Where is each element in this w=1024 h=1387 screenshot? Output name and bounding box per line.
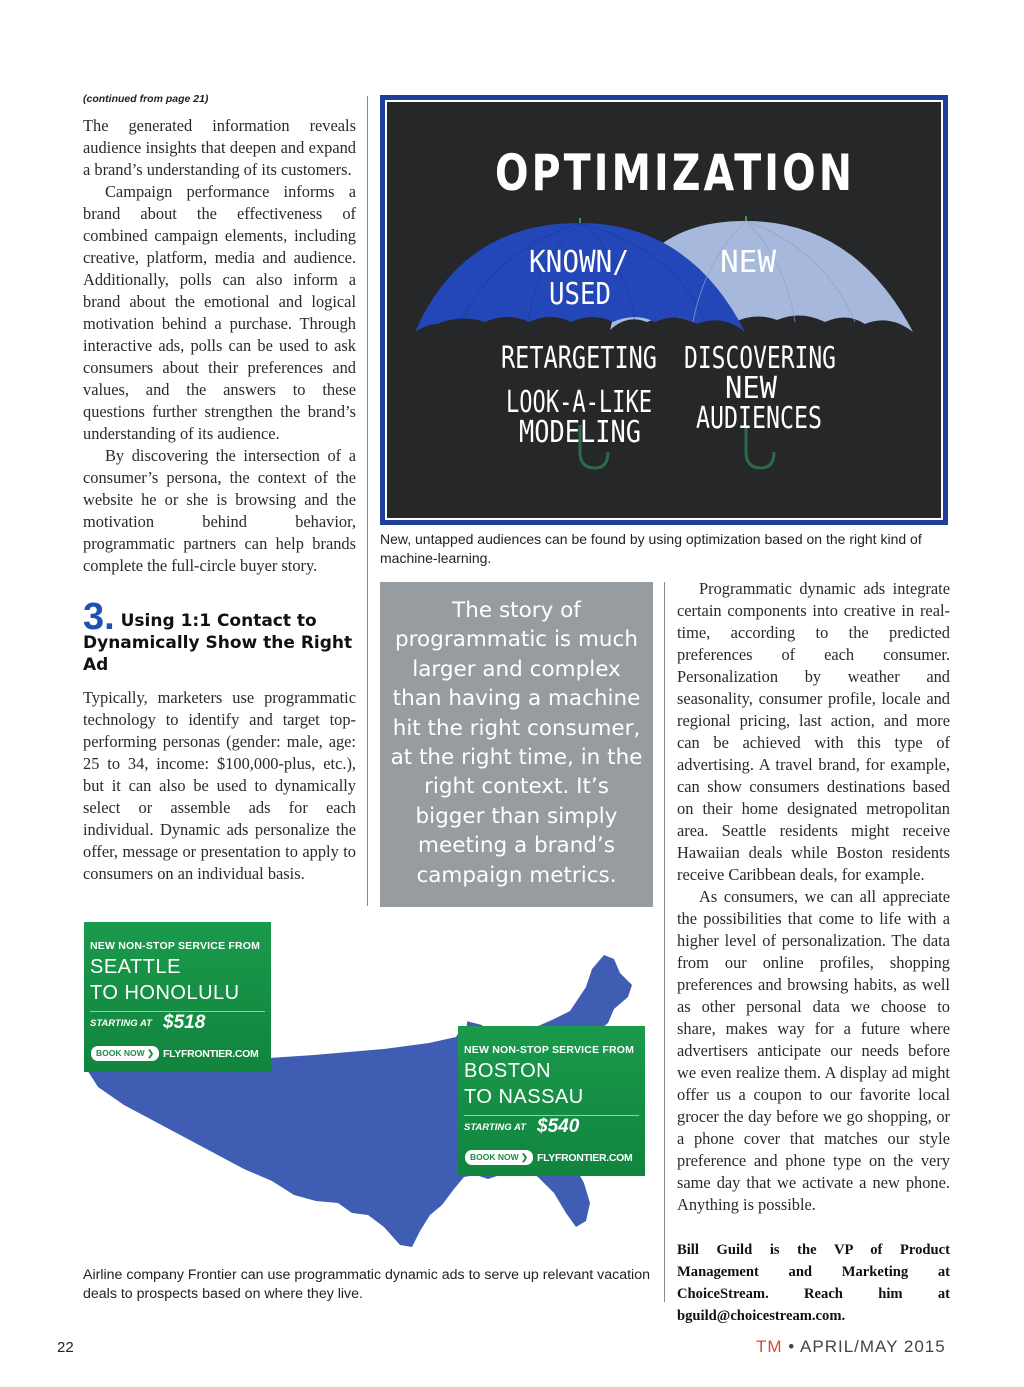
footer-bullet: • bbox=[788, 1337, 796, 1356]
ad-price: $540 bbox=[537, 1116, 580, 1137]
paragraph: By discovering the intersection of a consumer’s persona, the context of the website he or she is browsing and the motivation behind behavior, programmatic partners can help brands complete the full-circle buyer story. bbox=[83, 446, 356, 575]
map-caption: Airline company Frontier can use programmatic dynamic ads to serve up relevant vacation deals to prospects based on where they live. bbox=[83, 1267, 650, 1302]
lookalike-label: LOOK-A-LIKE bbox=[506, 385, 652, 420]
paragraph: Programmatic dynamic ads integrate certain components into creative in real-time, according to the predicted preferences of each consumer. Personalization by weather and seasonality, consumer profile, locale and regional pricing, last action, and more can be achieved with this type of advertising. A travel brand, for example, can show consumers destinations based on their home designated metropolitan area. Seattle residents might receive Hawaiian deals while Boston residents receive Caribbean deals, for example. bbox=[677, 579, 950, 884]
modeling-label: MODELING bbox=[519, 415, 641, 450]
magazine-name: TM bbox=[756, 1337, 783, 1356]
book-now-button[interactable]: BOOK NOW ❯ bbox=[465, 1150, 533, 1165]
ad-headline: NEW NON-STOP SERVICE FROM bbox=[90, 940, 261, 952]
ad-headline: NEW NON-STOP SERVICE FROM bbox=[464, 1044, 635, 1056]
optimization-graphic bbox=[385, 100, 943, 520]
new-audiences-label-2: AUDIENCES bbox=[696, 401, 822, 436]
ad-route-origin: BOSTON bbox=[464, 1060, 552, 1082]
ad-site-link[interactable]: FLYFRONTIER.COM bbox=[537, 1152, 633, 1164]
column-divider bbox=[664, 582, 665, 1302]
paragraph: As consumers, we can all appreciate the possibilities that come to life with a higher level of personalization. The data from our online profiles, shopping preferences and browsing habits, as well as other personal data we choose to share, makes way for a future where advertisers anticipate our needs before we even realize them. A display ad might offer us a coupon to our favorite local grocer the day before we go shopping, or a phone cover that matches our style preference and phone type on the very same day that we activate a new phone. Anything is possible. bbox=[677, 887, 950, 1214]
section-title: Using 1:1 Contact to Dynamically Show the Right Ad bbox=[83, 611, 353, 675]
book-now-button[interactable]: BOOK NOW ❯ bbox=[91, 1046, 159, 1061]
right-column-text bbox=[677, 578, 950, 1216]
ad-starting-label: STARTING AT bbox=[464, 1122, 526, 1133]
pull-quote: The story of programmatic is much larger and complex than having a machine hit the right consumer, at the right time, in the right context. It’s bigger than simply meeting a brand’s campaign metrics. bbox=[380, 582, 653, 907]
section-number: 3. bbox=[83, 596, 115, 638]
ad-site-link[interactable]: FLYFRONTIER.COM bbox=[163, 1048, 259, 1060]
ad-starting-label: STARTING AT bbox=[90, 1018, 152, 1029]
new-label: NEW bbox=[720, 245, 777, 280]
continued-note: (continued from page 21) bbox=[83, 93, 209, 105]
seattle-ad[interactable] bbox=[84, 922, 271, 1072]
optimization-title: OPTIMIZATION bbox=[495, 144, 855, 202]
known-label-1: KNOWN/ bbox=[529, 245, 629, 280]
ad-route-destination: TO HONOLULU bbox=[90, 982, 240, 1004]
discovering-label: DISCOVERING bbox=[684, 341, 836, 376]
section-heading bbox=[83, 596, 363, 676]
ad-route-origin: SEATTLE bbox=[90, 956, 181, 978]
page-number: 22 bbox=[57, 1339, 74, 1356]
optimization-caption: New, untapped audiences can be found by using optimization based on the right kind of machine-learning. bbox=[380, 531, 922, 566]
retargeting-label: RETARGETING bbox=[501, 341, 657, 376]
paragraph: Campaign performance informs a brand about the effectiveness of combined campaign elements, including creative, platform, media and audience. Additionally, polls can also inform a brand about the emotional and logical motivation behind a purchase. Through interactive ads, polls can be used to ask consumers about their preferences and values, and the answers to these questions further strengthen the brand’s understanding of its audience. bbox=[83, 182, 356, 443]
ad-route-destination: TO NASSAU bbox=[464, 1086, 584, 1108]
author-bio: Bill Guild is the VP of Product Management and Marketing at ChoiceStream. Reach him at bguild@choicestream.com. bbox=[677, 1242, 950, 1324]
issue-date: APRIL/MAY 2015 bbox=[800, 1337, 946, 1356]
new-audiences-label-1: NEW bbox=[725, 371, 778, 406]
section-body bbox=[83, 687, 356, 885]
left-column-text bbox=[83, 115, 356, 577]
ad-price: $518 bbox=[163, 1012, 206, 1033]
footer-issue bbox=[756, 1337, 946, 1357]
known-label-2: USED bbox=[549, 277, 611, 312]
paragraph: Typically, marketers use programmatic technology to identify and target top-performing personas (gender: male, age: 25 to 34, income: $100,000-plus, etc.), but it can also be used to dynamically select or assemble ads for each individual. Dynamic ads personalize the offer, message or presentation to apply to consumers on an individual basis. bbox=[83, 688, 356, 883]
column-divider bbox=[367, 96, 368, 906]
boston-ad[interactable] bbox=[458, 1026, 645, 1176]
paragraph: The generated information reveals audience insights that deepen and expand a brand’s understanding of its customers. bbox=[83, 116, 356, 179]
